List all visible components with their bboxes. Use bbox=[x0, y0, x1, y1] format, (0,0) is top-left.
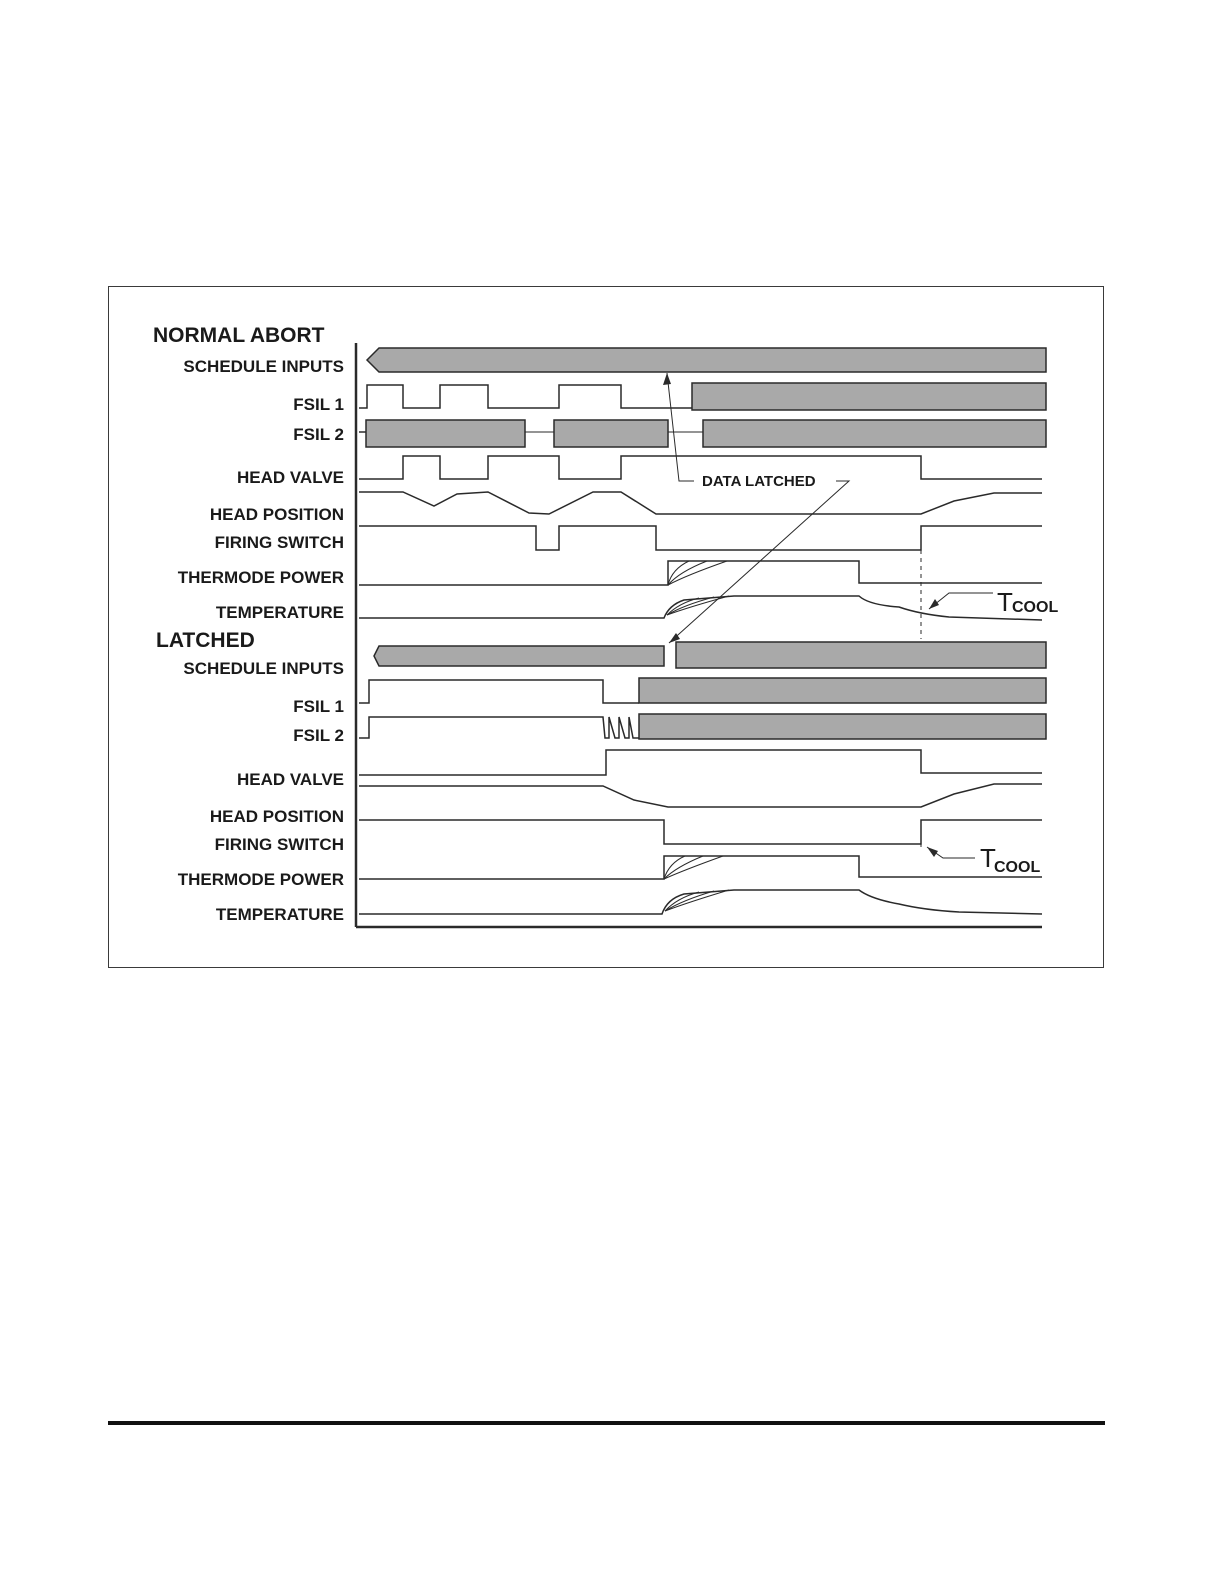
label-latched-firing-switch: FIRING SWITCH bbox=[214, 835, 344, 854]
tcool-normal-arrowhead bbox=[929, 599, 939, 609]
label-normal-head-position: HEAD POSITION bbox=[209, 505, 344, 524]
footer-rule bbox=[108, 1421, 1105, 1425]
waveform-normal-fsil-1-pulses bbox=[359, 385, 692, 408]
waveform-normal-thermode-power bbox=[359, 561, 1042, 585]
label-normal-thermode-power: THERMODE POWER bbox=[177, 568, 344, 587]
waveform-normal-thermode-power-ramps bbox=[668, 561, 727, 585]
waveform-latched-fsil-2-bus bbox=[639, 714, 1046, 739]
label-latched-thermode-power: THERMODE POWER bbox=[177, 870, 344, 889]
data-latched-leader-lower bbox=[669, 481, 849, 643]
label-normal-schedule-inputs: SCHEDULE INPUTS bbox=[183, 357, 344, 376]
waveform-latched-thermode-power-ramps bbox=[664, 856, 723, 879]
label-normal-temperature: TEMPERATURE bbox=[215, 603, 344, 622]
label-normal-head-valve: HEAD VALVE bbox=[236, 468, 344, 487]
timing-diagram bbox=[109, 287, 1105, 969]
tcool-normal-leader bbox=[929, 593, 993, 609]
data-latched-leader-upper bbox=[667, 373, 694, 481]
label-latched-head-valve: HEAD VALVE bbox=[236, 770, 344, 789]
label-latched-fsil-2: FSIL 2 bbox=[293, 726, 344, 745]
tcool-normal-subscript: COOL bbox=[1012, 599, 1059, 616]
annotation-data-latched: DATA LATCHED bbox=[702, 473, 816, 490]
tcool-latched-main: T bbox=[980, 843, 996, 873]
label-latched-head-position: HEAD POSITION bbox=[209, 807, 344, 826]
waveform-latched-head-position bbox=[359, 784, 1042, 807]
waveform-normal-head-position bbox=[359, 492, 1042, 514]
waveform-normal-fsil-2-bus-2 bbox=[554, 420, 668, 447]
waveform-latched-temperature bbox=[359, 890, 1042, 914]
waveform-normal-fsil-2-bus-1 bbox=[366, 420, 525, 447]
waveform-latched-head-valve bbox=[359, 750, 1042, 775]
waveform-latched-thermode-power bbox=[359, 856, 1042, 879]
label-latched-temperature: TEMPERATURE bbox=[215, 905, 344, 924]
tcool-normal-main: T bbox=[997, 587, 1013, 617]
waveform-latched-firing-switch bbox=[359, 820, 1042, 844]
annotation-tcool-latched bbox=[980, 843, 1040, 876]
tcool-latched-arrowhead bbox=[927, 847, 938, 857]
figure-frame bbox=[108, 286, 1104, 968]
waveform-latched-schedule-inputs-bus-1 bbox=[374, 646, 664, 666]
label-normal-fsil-1: FSIL 1 bbox=[293, 395, 344, 414]
data-latched-arrowhead-upper bbox=[663, 373, 671, 385]
waveform-normal-head-valve bbox=[359, 456, 1042, 479]
waveform-normal-fsil-1-bus bbox=[692, 383, 1046, 410]
section-heading-normal-abort: NORMAL ABORT bbox=[153, 324, 325, 347]
waveform-latched-fsil-1-line bbox=[359, 680, 639, 703]
waveform-latched-schedule-inputs-bus-2 bbox=[676, 642, 1046, 668]
section-heading-latched: LATCHED bbox=[156, 629, 255, 652]
waveform-normal-firing-switch bbox=[359, 526, 1042, 550]
waveform-normal-schedule-inputs-bus bbox=[367, 348, 1046, 372]
tcool-latched-subscript: COOL bbox=[994, 859, 1041, 876]
annotation-tcool-normal bbox=[997, 587, 1058, 617]
label-normal-firing-switch: FIRING SWITCH bbox=[214, 533, 344, 552]
label-latched-schedule-inputs: SCHEDULE INPUTS bbox=[183, 659, 344, 678]
waveform-latched-fsil-2-line bbox=[359, 717, 639, 738]
waveform-normal-fsil-2-bus-3 bbox=[703, 420, 1046, 447]
waveform-normal-temperature bbox=[359, 596, 1042, 620]
waveform-latched-fsil-1-bus bbox=[639, 678, 1046, 703]
label-latched-fsil-1: FSIL 1 bbox=[293, 697, 344, 716]
label-normal-fsil-2: FSIL 2 bbox=[293, 425, 344, 444]
